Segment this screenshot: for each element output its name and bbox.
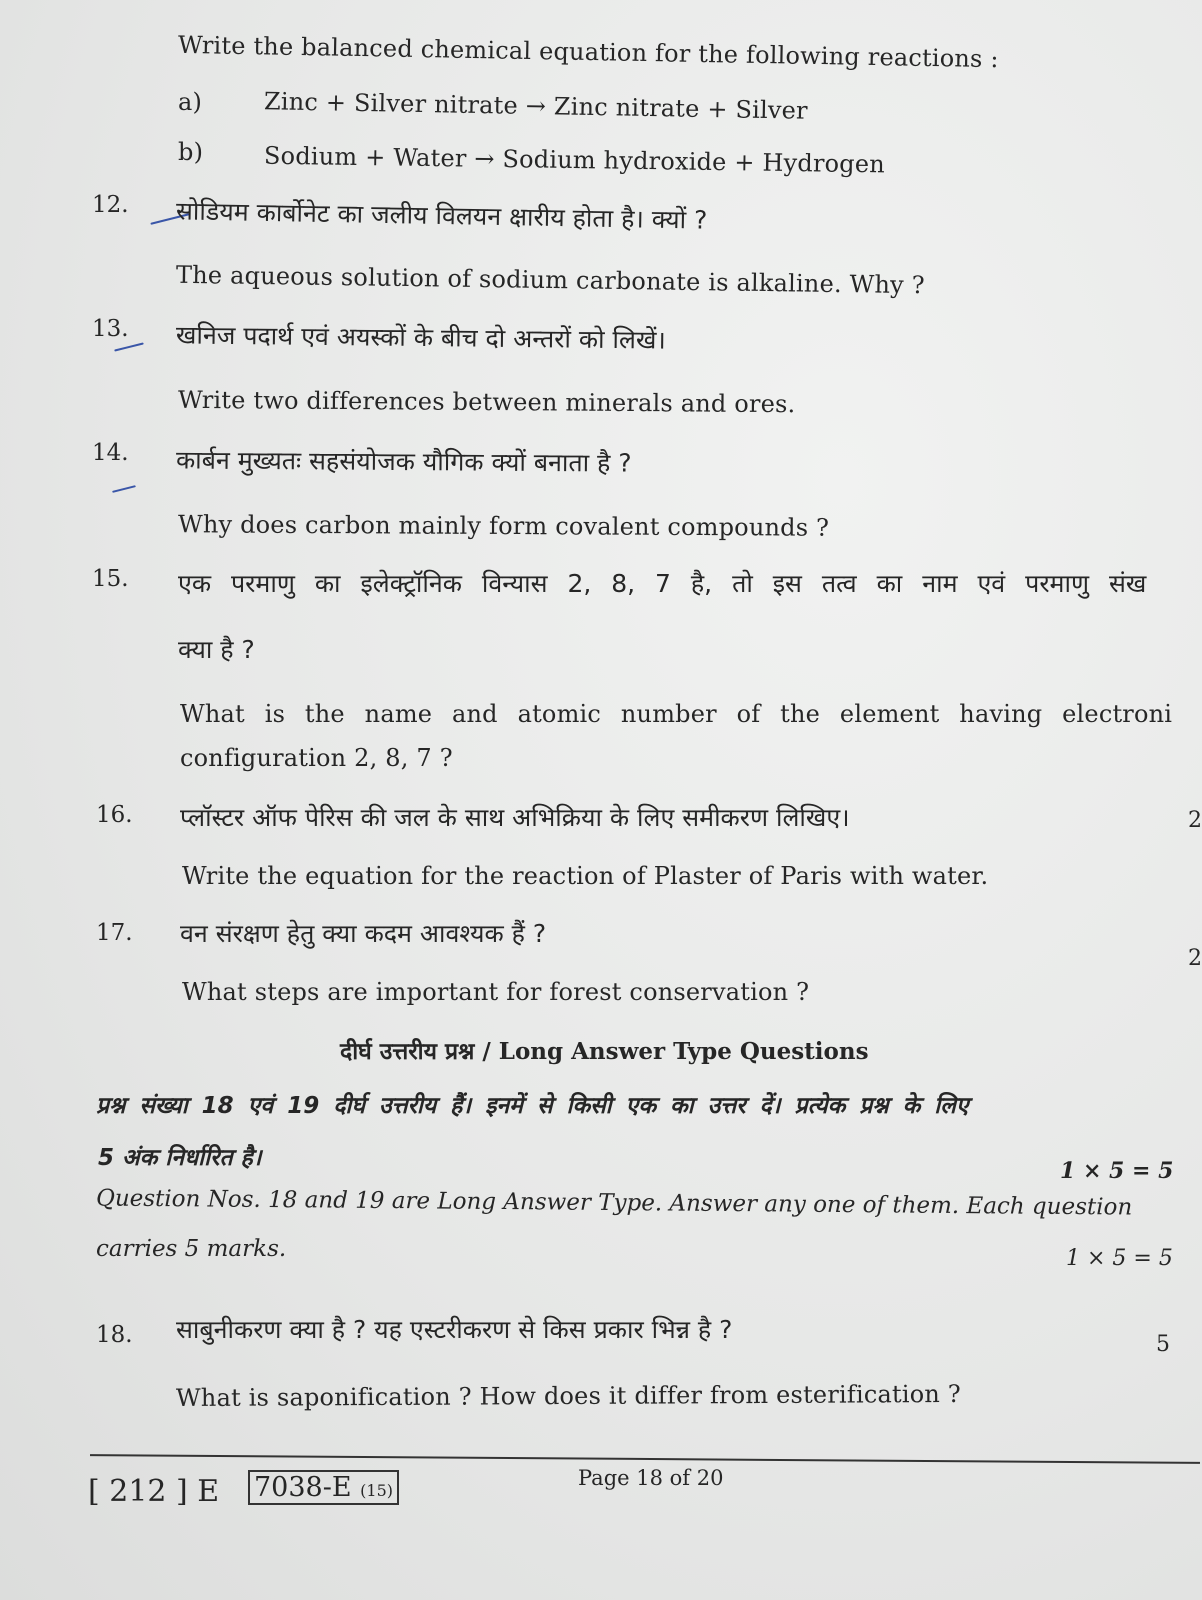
sub-b-text: Sodium + Water → Sodium hydroxide + Hydrogen xyxy=(263,141,886,179)
q17-marks: 2 xyxy=(1188,946,1202,971)
q14-number: 14. xyxy=(92,440,129,466)
q18-english: What is saponification ? How does it differ from esterification ? xyxy=(175,1379,961,1413)
section-heading-separator: / xyxy=(482,1038,491,1065)
instructions-hindi-line1: प्रश्न संख्या 18 एवं 19 दीर्घ उत्तरीय हैं। इनमें से किसी एक का उत्तर दें। प्रत्येक प्रश्न के लिए xyxy=(96,1093,969,1119)
q12-english: The aqueous solution of sodium carbonate is alkaline. Why ? xyxy=(175,260,925,300)
intro-text: Write the balanced chemical equation for the following reactions : xyxy=(177,30,999,74)
q15-english-line2: configuration 2, 8, 7 ? xyxy=(180,744,453,772)
check-mark-icon xyxy=(112,485,136,493)
instructions-english-line1: Question Nos. 18 and 19 are Long Answer Type. Answer any one of them. Each question xyxy=(95,1185,1133,1221)
q15-number: 15. xyxy=(92,566,129,592)
q13-hindi: खनिज पदार्थ एवं अयस्कों के बीच दो अन्तरों को लिखें। xyxy=(175,320,667,355)
q14-hindi: कार्बन मुख्यतः सहसंयोजक यौगिक क्यों बनाता है ? xyxy=(175,445,632,478)
q15-hindi-line2: क्या है ? xyxy=(178,635,255,664)
sub-a-label: a) xyxy=(178,88,203,116)
q12-hindi: सोडियम कार्बोनेट का जलीय विलयन क्षारीय होता है। क्यों ? xyxy=(175,196,708,235)
instructions-english-line2: carries 5 marks. xyxy=(96,1236,287,1262)
footer-code: [ 212 ] E xyxy=(88,1474,220,1509)
sub-b-label: b) xyxy=(178,138,204,166)
instructions-marks-english: 1 × 5 = 5 xyxy=(1066,1246,1173,1271)
q15-hindi-line1: एक परमाणु का इलेक्ट्रॉनिक विन्यास 2, 8, 7 है, तो इस तत्व का नाम एवं परमाणु संख xyxy=(178,569,1147,598)
q17-english: What steps are important for forest conservation ? xyxy=(182,978,810,1006)
q16-english: Write the equation for the reaction of Plaster of Paris with water. xyxy=(182,862,989,890)
q13-number: 13. xyxy=(92,316,129,342)
q16-marks: 2 xyxy=(1188,808,1202,833)
sub-a-text: Zinc + Silver nitrate → Zinc nitrate + Silver xyxy=(263,87,808,125)
q18-marks: 5 xyxy=(1156,1332,1170,1357)
q18-number: 18. xyxy=(96,1322,133,1348)
footer-paper-box xyxy=(248,1472,399,1503)
q14-english: Why does carbon mainly form covalent compounds ? xyxy=(177,510,830,542)
page-number: Page 18 of 20 xyxy=(578,1466,724,1490)
q18-hindi: साबुनीकरण क्या है ? यह एस्टरीकरण से किस प्रकार भिन्न है ? xyxy=(176,1315,733,1344)
q17-number: 17. xyxy=(96,920,133,946)
section-heading-hindi: दीर्घ उत्तरीय प्रश्न xyxy=(340,1039,475,1065)
section-heading-english: Long Answer Type Questions xyxy=(498,1038,869,1065)
q13-english: Write two differences between minerals and ores. xyxy=(177,385,796,419)
q16-hindi: प्लॉस्टर ऑफ पेरिस की जल के साथ अभिक्रिया के लिए समीकरण लिखिए। xyxy=(180,803,850,832)
check-mark-icon xyxy=(114,342,144,351)
q17-hindi: वन संरक्षण हेतु क्या कदम आवश्यक हैं ? xyxy=(180,919,547,948)
instructions-marks-hindi: 1 × 5 = 5 xyxy=(1060,1158,1174,1184)
q12-number: 12. xyxy=(92,192,129,218)
instructions-hindi-line2: 5 अंक निर्धारित है। xyxy=(98,1145,262,1171)
q16-number: 16. xyxy=(96,802,133,828)
paper-code: 7038-E xyxy=(254,1472,352,1503)
paper-code-box xyxy=(248,1470,399,1505)
q15-english-line1: What is the name and atomic number of the element having electroni xyxy=(180,700,1173,728)
footer-divider xyxy=(90,1454,1200,1464)
paper-code-sub: (15) xyxy=(360,1481,393,1500)
section-heading xyxy=(340,1034,869,1066)
